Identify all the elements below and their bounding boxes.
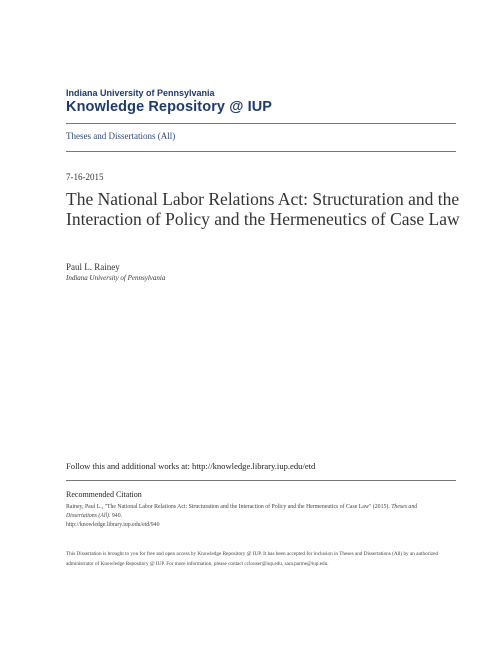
citation-divider [66,480,456,481]
citation-link[interactable]: http://knowledge.library.iup.edu/etd/940 [66,522,160,528]
repository-name[interactable]: Knowledge Repository @ IUP [66,99,273,115]
series-divider [66,151,456,152]
citation-text [66,503,446,530]
follow-line [66,461,315,471]
document-date: 7-16-2015 [66,172,104,182]
citation-series: Theses and Dissertations (All) [66,504,418,519]
citation-text-b: . 940. [109,513,123,519]
document-title: The National Labor Relations Act: Structuration and the Interaction of Policy and the Hermeneutics of Case Law [66,189,460,229]
series-link[interactable]: Theses and Dissertations (All) [66,131,176,141]
university-name: Indiana University of Pennsylvania [66,88,215,98]
follow-link[interactable]: http://knowledge.library.iup.edu/etd [192,461,316,471]
header-divider [66,123,456,124]
citation-text-a: Rainey, Paul L., "The National Labor Relations Act: Structuration and the Interaction of Policy and the Hermeneutics of Case Law" (2015). [66,504,392,510]
citation-heading: Recommended Citation [66,490,142,499]
follow-label: Follow this and additional works at: [66,461,193,471]
access-notice: This Dissertation is brought to you for free and open access by Knowledge Repository @ IUP. It has been accepted for inclusion in Theses and Dissertations (All) by an authorized administrator of Knowledge Repository @ IUP. For more information, please contact cclouser@iup.edu, sara.parme@iup.edu. [66,551,439,567]
author-affiliation: Indiana University of Pennsylvania [66,274,166,282]
document-author: Paul L. Rainey [66,262,120,272]
